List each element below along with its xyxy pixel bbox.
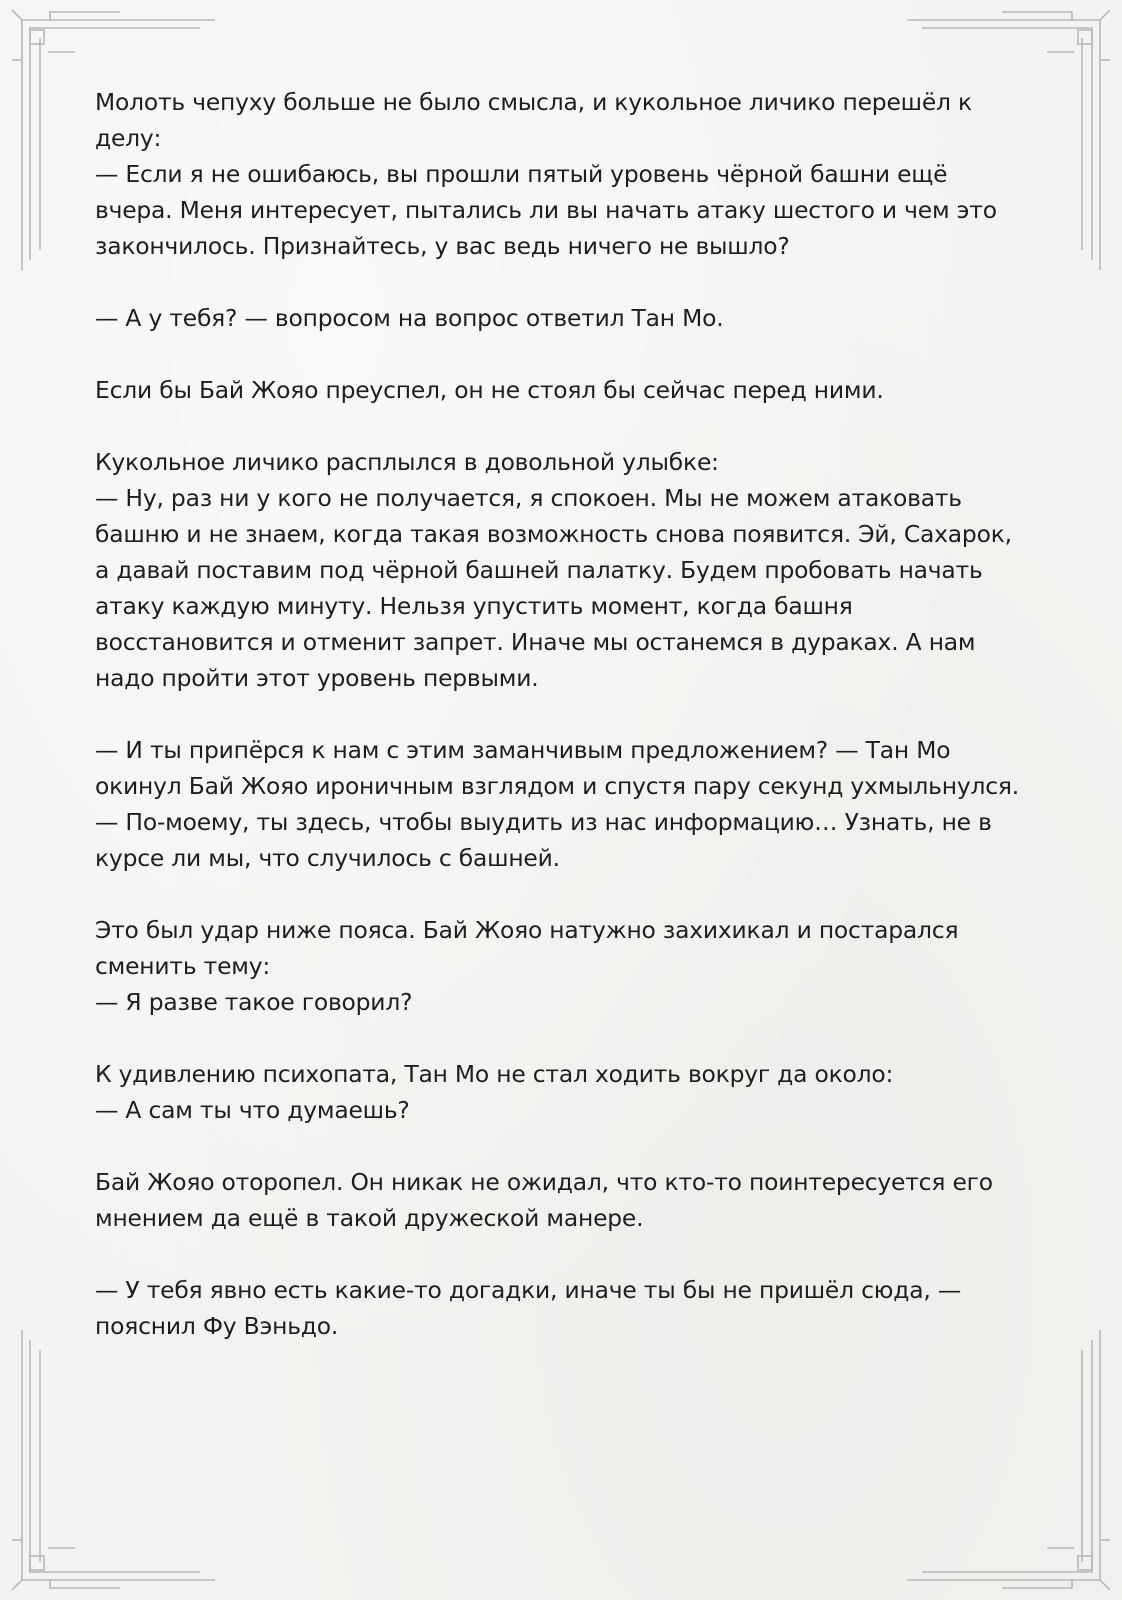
paragraph (95, 300, 1030, 336)
text-line: — Если я не ошибаюсь, вы прошли пятый уровень чёрной башни ещё (95, 160, 948, 188)
text-line: закончилось. Признайтесь, у вас ведь ничего не вышло? (95, 232, 790, 260)
paragraph (95, 84, 1030, 264)
text-line: мнением да ещё в такой дружеской манере. (95, 1204, 644, 1232)
paragraph (95, 444, 1030, 696)
text-line: — А сам ты что думаешь? (95, 1096, 410, 1124)
paragraph (95, 1056, 1030, 1128)
text-line: — По-моему, ты здесь, чтобы выудить из нас информацию… Узнать, не в (95, 808, 992, 836)
document-body (95, 84, 1030, 1380)
text-line: а давай поставим под чёрной башней палатку. Будем пробовать начать (95, 556, 983, 584)
text-line: сменить тему: (95, 952, 271, 980)
text-line: курсе ли мы, что случилось с башней. (95, 844, 560, 872)
text-line: — Ну, раз ни у кого не получается, я спокоен. Мы не можем атаковать (95, 484, 962, 512)
text-line: К удивлению психопата, Тан Мо не стал ходить вокруг да около: (95, 1060, 894, 1088)
text-line: пояснил Фу Вэньдо. (95, 1312, 339, 1340)
text-line: делу: (95, 124, 162, 152)
paragraph (95, 732, 1030, 876)
paragraph (95, 372, 1030, 408)
text-line: Кукольное личико расплылся в довольной улыбке: (95, 448, 719, 476)
text-line: — А у тебя? — вопросом на вопрос ответил Тан Мо. (95, 304, 724, 332)
text-line: — И ты припёрся к нам с этим заманчивым предложением? — Тан Мо (95, 736, 951, 764)
text-line: — Я разве такое говорил? (95, 988, 413, 1016)
text-line: — У тебя явно есть какие-то догадки, иначе ты бы не пришёл сюда, — (95, 1276, 962, 1304)
text-line: восстановится и отменит запрет. Иначе мы останемся в дураках. А нам (95, 628, 976, 656)
paragraph (95, 1272, 1030, 1344)
text-line: башню и не знаем, когда такая возможность снова появится. Эй, Сахарок, (95, 520, 1012, 548)
paragraph (95, 1164, 1030, 1236)
text-line: Это был удар ниже пояса. Бай Жояо натужно захихикал и постарался (95, 916, 959, 944)
paragraph (95, 912, 1030, 1020)
text-line: атаку каждую минуту. Нельзя упустить момент, когда башня (95, 592, 853, 620)
text-line: вчера. Меня интересует, пытались ли вы начать атаку шестого и чем это (95, 196, 997, 224)
text-line: Молоть чепуху больше не было смысла, и кукольное личико перешёл к (95, 88, 972, 116)
text-line: Бай Жояо оторопел. Он никак не ожидал, что кто-то поинтересуется его (95, 1168, 993, 1196)
text-line: надо пройти этот уровень первыми. (95, 664, 539, 692)
text-line: Если бы Бай Жояо преуспел, он не стоял бы сейчас перед ними. (95, 376, 884, 404)
text-line: окинул Бай Жояо ироничным взглядом и спустя пару секунд ухмыльнулся. (95, 772, 1020, 800)
